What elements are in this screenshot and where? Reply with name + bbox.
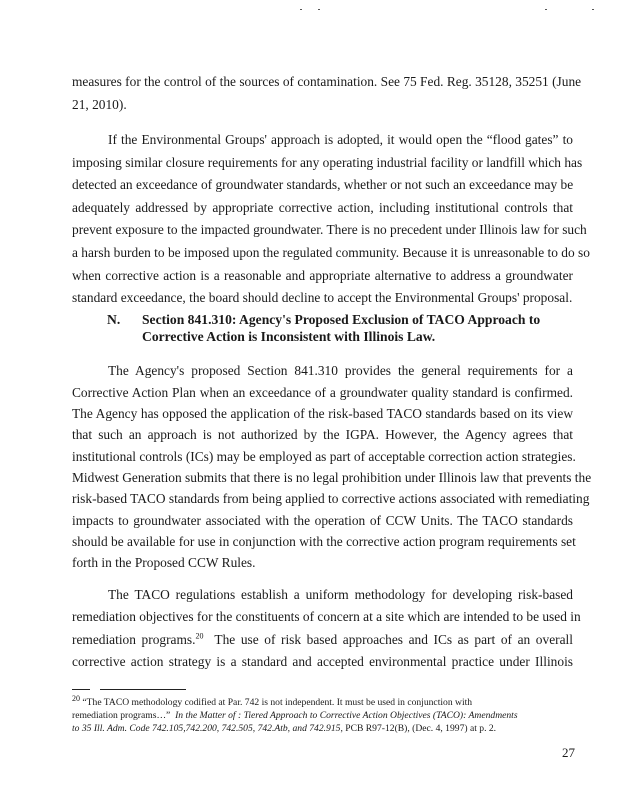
text-line: prevent exposure to the impacted groundwater. There is no precedent under Illinois law for such: [72, 222, 587, 237]
text-line: The Agency has opposed the application of the risk-based TACO standards based on its view: [72, 406, 573, 421]
footnote-line: [72, 723, 552, 735]
section-title-line: Corrective Action is Inconsistent with Illinois Law.: [142, 329, 436, 344]
footnote-citation: to 35 Ill. Adm. Code 742.105,742.200, 742.505, 742.Atb, and 742.915: [72, 723, 341, 734]
text-line: measures for the control of the sources of contamination. See 75 Fed. Reg. 35128, 35251 (June: [72, 74, 582, 89]
text-line: corrective action strategy is a standard and accepted environmental practice under Illinois: [72, 654, 573, 669]
text-segment: The use of risk based approaches and ICs as part of an overall: [203, 632, 573, 647]
text-line: [72, 632, 573, 648]
footnote-separator: [100, 689, 186, 690]
text-segment: remediation programs.: [72, 632, 196, 647]
text-line: imposing similar closure requirements for any operating industrial facility or landfill which has: [72, 155, 583, 170]
text-line: remediation objectives for the constituents of concern at a site which are intended to be used in: [72, 609, 581, 624]
text-line: that such an approach is not authorized by the IGPA. However, the Agency agrees that: [72, 427, 573, 442]
footnote-text: , PCB R97-12(B), (Dec. 4, 1997) at p. 2.: [340, 723, 497, 734]
text-line: The TACO regulations establish a uniform methodology for developing risk-based: [108, 587, 573, 602]
text-line: Corrective Action Plan when an exceedance of a groundwater quality standard is confirmed.: [72, 385, 573, 400]
page-number: 27: [562, 745, 575, 760]
footnote-text: remediation programs…”: [72, 710, 176, 721]
text-line: 21, 2010).: [72, 97, 127, 112]
footnote-reference[interactable]: 20: [195, 631, 204, 641]
text-line: detected an exceedance of groundwater standards, whether or not such an exceedance may be: [72, 177, 574, 192]
text-line: risk-based TACO standards from being applied to corrective actions associated with remediating: [72, 491, 590, 506]
footnote-citation: In the Matter of : Tiered Approach to Corrective Action Objectives (TACO): Amendments: [175, 710, 518, 721]
text-line: institutional controls (ICs) may be employed as part of acceptable correction action strategies.: [72, 449, 576, 464]
section-letter: N.: [107, 312, 121, 327]
footnote-line: [72, 710, 552, 722]
text-line: a harsh burden to be imposed upon the regulated community. Because it is unreasonable to do so: [72, 245, 590, 260]
text-line: adequately addressed by appropriate corrective action, including institutional controls that: [72, 200, 573, 215]
footnote-text: “The TACO methodology codified at Par. 742 is not independent. It must be used in conjunction with: [80, 697, 473, 708]
text-line: impacts to groundwater associated with the operation of CCW Units. The TACO standards: [72, 513, 573, 528]
scan-dot: [318, 9, 320, 10]
text-line: The Agency's proposed Section 841.310 provides the general requirements for a: [108, 363, 573, 378]
section-title-line: Section 841.310: Agency's Proposed Exclusion of TACO Approach to: [142, 312, 541, 327]
text-line: forth in the Proposed CCW Rules.: [72, 555, 256, 570]
scan-dot: [300, 9, 302, 10]
text-line: Midwest Generation submits that there is no legal prohibition under Illinois law that prevents the: [72, 470, 592, 485]
footnote-separator: [72, 689, 90, 690]
text-line: standard exceedance, the board should decline to accept the Environmental Groups' proposal.: [72, 290, 573, 305]
text-line: If the Environmental Groups' approach is adopted, it would open the “flood gates” to: [108, 132, 573, 147]
text-line: when corrective action is a reasonable and appropriate alternative to address a groundwater: [72, 268, 573, 283]
text-line: should be available for use in conjunction with the corrective action program requirements set: [72, 534, 576, 549]
footnote-number: 20: [72, 693, 80, 703]
scan-dot: [545, 9, 547, 10]
footnote-line: [72, 693, 552, 709]
scan-dot: [592, 9, 594, 10]
